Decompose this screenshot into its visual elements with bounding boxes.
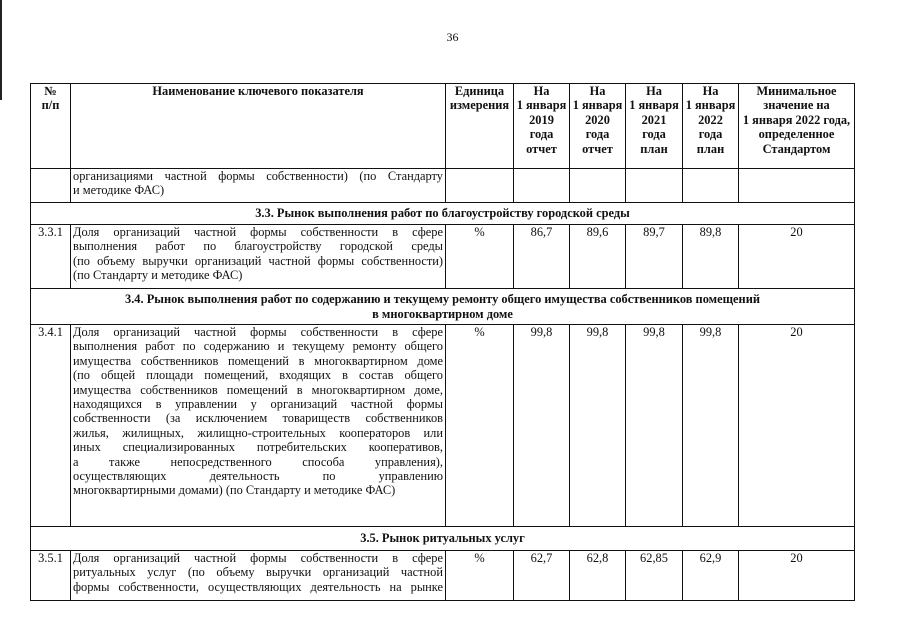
- table-row-continuation: [31, 169, 855, 203]
- header-year-2020-l3: 2020: [585, 112, 610, 127]
- cell-min: 20: [739, 325, 855, 527]
- page-left-edge: [0, 0, 2, 100]
- header-year-2021: [626, 84, 683, 169]
- section-title-3-3: 3.3. Рынок выполнения работ по благоустройству городской среды: [31, 203, 855, 225]
- desc-line: имущества собственников помещений в многоквартирном доме,: [73, 382, 443, 397]
- cell-unit: %: [446, 325, 514, 527]
- cell-min: 20: [739, 551, 855, 601]
- section-header-3-3: [31, 203, 855, 225]
- header-year-2022-l3: 2022: [698, 112, 723, 127]
- header-min-l3: 1 января 2022 года,: [742, 112, 851, 127]
- desc-line: выполнения работ по содержанию и текущему ремонту общего: [73, 339, 443, 354]
- cell-unit: %: [446, 225, 514, 289]
- section-header-3-4: [31, 289, 855, 325]
- desc-line: формы собственности, осуществляющих деятельность на рынке: [73, 579, 443, 594]
- cell-number: 3.3.1: [31, 225, 71, 289]
- header-year-2022-l5: план: [696, 141, 725, 156]
- desc-line: осуществляющих деятельность по управлению: [73, 469, 443, 484]
- cell-2021: [626, 169, 683, 203]
- table-row-3-3-1: [31, 225, 855, 289]
- cell-2022: 89,8: [683, 225, 739, 289]
- section-title-3-5: 3.5. Рынок ритуальных услуг: [31, 527, 855, 551]
- desc-line: ритуальных услуг (по объему выручки организаций частной: [73, 565, 443, 580]
- key-indicators-table: [30, 83, 855, 601]
- header-year-2019-l1: На: [533, 84, 550, 98]
- cell-2020: [570, 169, 626, 203]
- continuation-line2: и методике ФАС): [73, 183, 165, 198]
- header-year-2022-l2: 1 января: [685, 98, 736, 113]
- cell-min: 20: [739, 225, 855, 289]
- desc-line: жилья, жилищных, жилищно-строительных кооператоров или: [73, 425, 443, 440]
- cell-unit: %: [446, 551, 514, 601]
- header-year-2020-l2: 1 января: [572, 98, 623, 113]
- header-year-2020: [570, 84, 626, 169]
- header-year-2021-l4: года: [642, 127, 666, 142]
- header-number-line2: п/п: [41, 98, 60, 113]
- desc-line: (по объему выручки организаций частной формы собственности): [73, 253, 443, 268]
- table-header-row: [31, 84, 855, 169]
- desc-line: а также непосредственного способа управления),: [73, 454, 443, 469]
- header-year-2021-l2: 1 января: [629, 98, 679, 113]
- section-title-3-4: [31, 289, 855, 325]
- cell-2022: [683, 169, 739, 203]
- header-year-2021-l3: 2021: [641, 112, 667, 127]
- cell-description: [71, 551, 446, 601]
- desc-line: Доля организаций частной формы собственности в сфере: [73, 325, 443, 339]
- table-row-3-4-1: [31, 325, 855, 527]
- cell-2021: 62,85: [626, 551, 683, 601]
- desc-line: Доля организаций частной формы собственности в сфере: [73, 551, 443, 565]
- cell-number: 3.4.1: [31, 325, 71, 527]
- cell-2022: 99,8: [683, 325, 739, 527]
- desc-line: (по Стандарту и методике ФАС): [73, 268, 243, 283]
- desc-line: выполнения работ по благоустройству городской среды: [73, 239, 443, 254]
- cell-2019: 62,7: [514, 551, 570, 601]
- desc-line: собственности (за исключением товариществ собственников: [73, 411, 443, 426]
- cell-2020: 99,8: [570, 325, 626, 527]
- header-year-2020-l4: года: [585, 127, 610, 142]
- page-number: 36: [446, 30, 459, 44]
- header-year-2021-l1: На: [646, 84, 662, 98]
- cell-unit: [446, 169, 514, 203]
- desc-line: находящихся в управлении у организаций частной формы: [73, 397, 443, 412]
- header-min-l5: Стандартом: [762, 141, 831, 156]
- header-min-l1: Минимальное: [756, 84, 837, 98]
- cell-description: [71, 169, 446, 203]
- header-year-2019: [514, 84, 570, 169]
- cell-2022: 62,9: [683, 551, 739, 601]
- continuation-line1: организациями частной формы собственности) (по Стандарту: [73, 169, 443, 183]
- header-year-2020-l5: отчет: [582, 141, 613, 156]
- cell-number: 3.5.1: [31, 551, 71, 601]
- cell-min: [739, 169, 855, 203]
- table-row-3-5-1: [31, 551, 855, 601]
- header-number-line1: №: [44, 84, 57, 98]
- header-year-2021-l5: план: [640, 141, 668, 156]
- desc-line: иных специализированных потребительских кооперативов,: [73, 440, 443, 455]
- cell-2020: 62,8: [570, 551, 626, 601]
- section-title-3-4-line1: 3.4. Рынок выполнения работ по содержанию и текущему ремонту общего имущества собственников помещений: [125, 292, 760, 307]
- header-indicator-name: Наименование ключевого показателя: [71, 84, 446, 169]
- header-year-2019-l2: 1 января: [516, 98, 567, 113]
- header-year-2019-l4: года: [529, 127, 554, 142]
- header-year-2019-l5: отчет: [526, 141, 557, 156]
- cell-2019: [514, 169, 570, 203]
- header-unit-line1: Единица: [454, 84, 505, 98]
- desc-line: (по общей площади помещений, входящих в состав общего: [73, 368, 443, 383]
- cell-2021: 99,8: [626, 325, 683, 527]
- header-year-2022-l4: года: [698, 127, 723, 142]
- header-min-l4: определенное: [758, 127, 835, 142]
- header-unit-line2: измерения: [449, 98, 510, 113]
- cell-number: [31, 169, 71, 203]
- cell-2020: 89,6: [570, 225, 626, 289]
- header-unit: [446, 84, 514, 169]
- desc-line: имущества собственников помещений в многоквартирном доме: [73, 353, 443, 368]
- header-number: [31, 84, 71, 169]
- header-year-2020-l1: На: [589, 84, 606, 98]
- cell-2019: 86,7: [514, 225, 570, 289]
- cell-description: [71, 325, 446, 527]
- section-title-3-4-line2: в многоквартирном доме: [372, 306, 513, 321]
- cell-2019: 99,8: [514, 325, 570, 527]
- cell-2021: 89,7: [626, 225, 683, 289]
- header-minimum-value: [739, 84, 855, 169]
- desc-line: многоквартирными домами) (по Стандарту и методике ФАС): [73, 483, 396, 498]
- header-year-2019-l3: 2019: [529, 112, 554, 127]
- header-year-2022-l1: На: [702, 84, 719, 98]
- desc-line: Доля организаций частной формы собственности в сфере: [73, 225, 443, 239]
- cell-description: [71, 225, 446, 289]
- header-year-2022: [683, 84, 739, 169]
- header-min-l2: значение на: [763, 98, 830, 113]
- section-header-3-5: [31, 527, 855, 551]
